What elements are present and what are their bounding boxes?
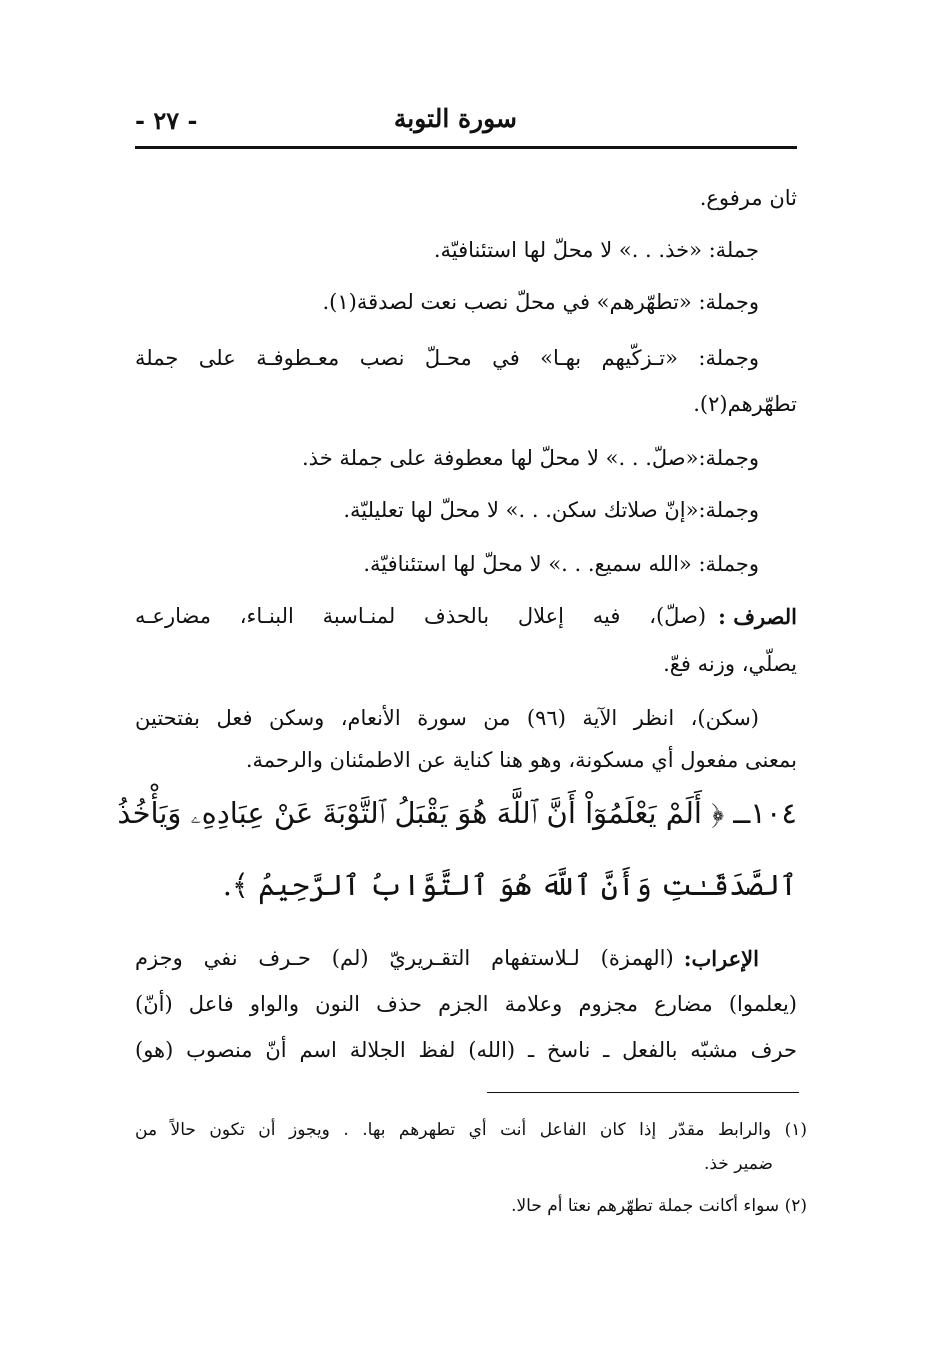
page-title: سورة التوبة — [393, 104, 517, 133]
text-line-11: (سكن)، انظر الآية (٩٦) من سورة الأنعام، وسكن فعل بفتحتين — [135, 706, 759, 730]
footnote-divider — [487, 1092, 799, 1093]
text-line-4 — [135, 346, 797, 370]
footnote-1: (١) والرابط مقدّر إذا كان الفاعل أنت أي تطهرهم بها. . ويجوز أن تكون حالاً من — [135, 1120, 807, 1140]
footnote-2: (٢) سواء أكانت جملة تطهّرهم نعتا أم حالا. — [511, 1196, 807, 1216]
text-line-7: وجملة:«إنّ صلاتك سكن. . .» لا محلّ لها تعليليّة. — [343, 498, 759, 522]
text-line-4-content: وجملة: «تـزكّيهم بهـا» في محـلّ نصب معـطوفـة على جملة — [135, 346, 759, 370]
irab-text: (الهمزة) لـلاستفهام التقـريريّ (لم) حـرف نفي وجزم — [135, 946, 674, 970]
text-line-13 — [135, 946, 759, 971]
text-line-8: وجملة: «الله سميع. . .» لا محلّ لها استئنافيّة. — [363, 552, 759, 576]
sarf-text: (صلّ)، فيه إعلال بالحذف لمنـاسبة البنـاء، مضارعـه — [135, 604, 707, 628]
page-header — [135, 100, 797, 144]
text-line-2: جملة: «خذ. . .» لا محلّ لها استئنافيّة. — [433, 238, 759, 262]
text-line-14: (يعلموا) مضارع مجزوم وعلامة الجزم حذف النون والواو فاعل (أنّ) — [135, 992, 797, 1016]
quran-verse-line-2: ٱلصَّدَقَـٰتِ وَأَنَّ ٱللَّهَ هُوَ ٱلتَّوَّابُ ٱلرَّحِيمُ ﴾. — [222, 868, 797, 902]
text-line-10: يصلّي، وزنه فعّ. — [663, 652, 797, 676]
irab-label: الإعراب: — [683, 946, 759, 971]
text-line-1: ثان مرفوع. — [699, 186, 797, 210]
text-line-3: وجملة: «تطهّرهم» في محلّ نصب نعت لصدقة(١). — [322, 290, 759, 314]
text-line-9 — [135, 604, 797, 629]
text-line-12: بمعنى مفعول أي مسكونة، وهو هنا كناية عن الاطمئنان والرحمة. — [245, 748, 797, 772]
sarf-label: الصرف : — [718, 604, 797, 629]
footnote-1-continued: ضمير خذ. — [703, 1154, 773, 1174]
text-line-6: وجملة:«صلّ. . .» لا محلّ لها معطوفة على جملة خذ. — [302, 446, 759, 470]
text-line-5: تطهّرهم(٢). — [693, 392, 797, 416]
page-number: - ٢٧ - — [135, 106, 198, 135]
header-divider — [135, 146, 797, 149]
text-line-15: حرف مشبّه بالفعل ـ ناسخ ـ (الله) لفظ الجلالة اسم أنّ منصوب (هو) — [135, 1038, 797, 1062]
quran-verse-line-1: ١٠٤ــ ﴿ أَلَمْ يَعْلَمُوٓاْ أَنَّ ٱللَّهَ هُوَ يَقْبَلُ ٱلتَّوْبَةَ عَنْ عِبَادِهِۦ وَيَأْخُذُ — [117, 796, 797, 830]
